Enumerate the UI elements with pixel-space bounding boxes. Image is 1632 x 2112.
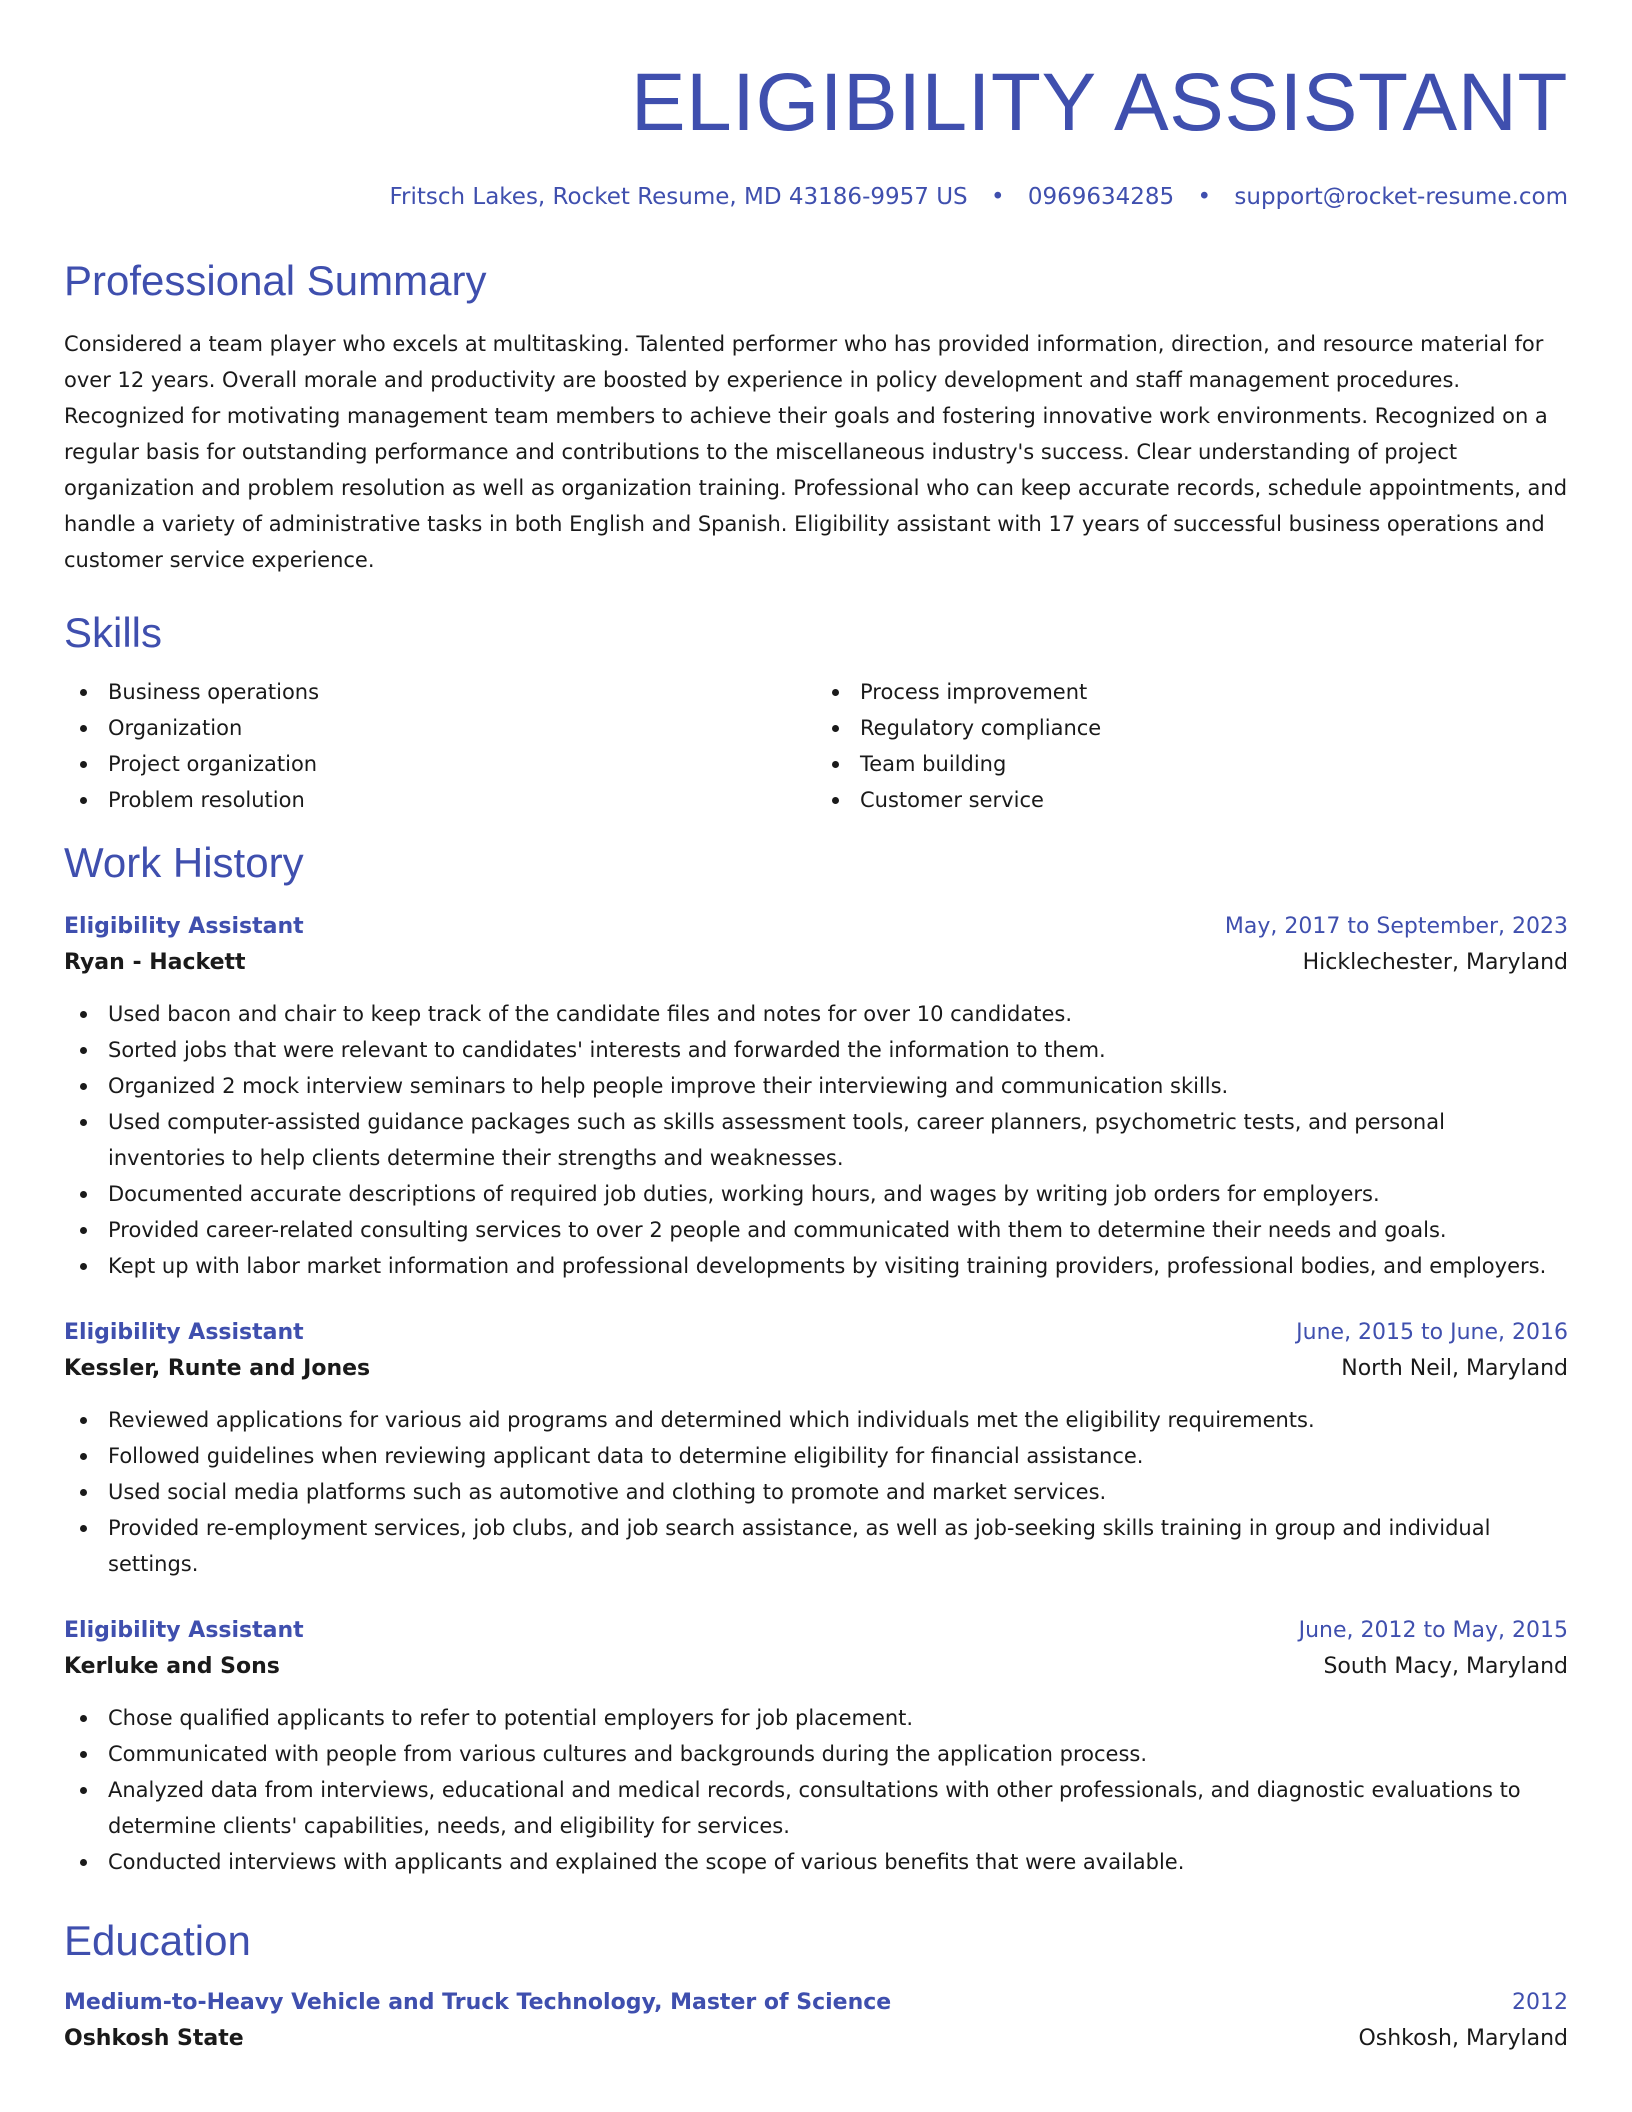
- job-location: Hicklechester, Maryland: [1302, 950, 1568, 975]
- job-title-row: [64, 1316, 1568, 1350]
- summary-text: Considered a team player who excels at multitasking. Talented performer who has provided information, direction, and resource material for over 12 years. Overall morale and productivity are boosted by experience in policy development and staff management procedures. Recognized for motivating management team members to achieve their goals and fostering innovative work environments. Recognized on a regular basis for outstanding performance and contributions to the miscellaneous industry's success. Clear understanding of project organization and problem resolution as well as organization training. Professional who can keep accurate records, schedule appointments, and handle a variety of administrative tasks in both English and Spanish. Eligibility assistant with 17 years of successful business operations and customer service experience.: [64, 332, 1568, 572]
- skills-column-right: [816, 674, 1568, 818]
- job-title-row: [64, 1614, 1568, 1648]
- skill-item: Organization: [64, 710, 816, 746]
- job-bullet: Conducted interviews with applicants and explained the scope of various benefits that were available.: [64, 1844, 1568, 1880]
- contact-separator: •: [1197, 184, 1212, 210]
- job-company: Ryan - Hackett: [64, 950, 246, 975]
- degree: Medium-to-Heavy Vehicle and Truck Technology, Master of Science: [64, 1990, 892, 2015]
- contact-separator: •: [990, 184, 1005, 210]
- skill-item: Process improvement: [816, 674, 1568, 710]
- contact-address: Fritsch Lakes, Rocket Resume, MD 43186-9957 US: [389, 184, 968, 210]
- skill-item: Business operations: [64, 674, 816, 710]
- job-bullet: Used bacon and chair to keep track of the candidate files and notes for over 10 candidates.: [64, 996, 1568, 1032]
- job-bullet: Followed guidelines when reviewing applicant data to determine eligibility for financial assistance.: [64, 1438, 1568, 1474]
- skills-section: [64, 608, 1568, 818]
- job-bullet: Provided career-related consulting services to over 2 people and communicated with them to determine their needs and goals.: [64, 1212, 1568, 1248]
- education-entry: [64, 1986, 1568, 2058]
- job-title: Eligibility Assistant: [64, 914, 304, 939]
- job-entry: [64, 1614, 1568, 1880]
- job-location: South Macy, Maryland: [1323, 1654, 1568, 1679]
- skill-item: Regulatory compliance: [816, 710, 1568, 746]
- work-history-section: [64, 838, 1568, 1880]
- job-bullet: Kept up with labor market information and professional developments by visiting training providers, professional bodies, and employers.: [64, 1248, 1568, 1284]
- skills-grid: [64, 674, 1568, 818]
- contact-phone: 0969634285: [1027, 184, 1175, 210]
- job-bullet: Sorted jobs that were relevant to candidates' interests and forwarded the information to them.: [64, 1032, 1568, 1068]
- job-bullets: [64, 1700, 1568, 1880]
- summary-section: [64, 256, 1568, 578]
- job-entry: [64, 910, 1568, 1284]
- job-dates: June, 2015 to June, 2016: [1296, 1320, 1568, 1345]
- job-bullet: Analyzed data from interviews, educational and medical records, consultations with other professionals, and diagnostic evaluations to determine clients' capabilities, needs, and eligibility for services.: [64, 1772, 1568, 1844]
- contact-email[interactable]: support@rocket-resume.com: [1234, 184, 1568, 210]
- skills-heading: Skills: [64, 609, 163, 656]
- education-section: [64, 1916, 1568, 2058]
- job-bullet: Reviewed applications for various aid programs and determined which individuals met the eligibility requirements.: [64, 1402, 1568, 1438]
- job-company: Kessler, Runte and Jones: [64, 1356, 371, 1381]
- skill-item: Team building: [816, 746, 1568, 782]
- skill-item: Customer service: [816, 782, 1568, 818]
- work-history-heading: Work History: [64, 839, 304, 886]
- job-company-row: [64, 944, 1568, 982]
- job-dates: May, 2017 to September, 2023: [1224, 914, 1568, 939]
- job-title-row: [64, 910, 1568, 944]
- job-bullet: Chose qualified applicants to refer to potential employers for job placement.: [64, 1700, 1568, 1736]
- summary-heading: Professional Summary: [64, 257, 487, 304]
- resume-header: [64, 58, 1568, 212]
- job-location: North Neil, Maryland: [1341, 1356, 1568, 1381]
- job-bullet: Communicated with people from various cultures and backgrounds during the application process.: [64, 1736, 1568, 1772]
- job-bullet: Used social media platforms such as automotive and clothing to promote and market services.: [64, 1474, 1568, 1510]
- skill-item: Problem resolution: [64, 782, 816, 818]
- school-row: [64, 2020, 1568, 2058]
- job-bullet: Documented accurate descriptions of required job duties, working hours, and wages by writing job orders for employers.: [64, 1176, 1568, 1212]
- job-entry: [64, 1316, 1568, 1582]
- job-title: Eligibility Assistant: [64, 1618, 304, 1643]
- graduation-year: 2012: [1512, 1990, 1568, 2015]
- job-bullets: [64, 996, 1568, 1284]
- job-bullet: Organized 2 mock interview seminars to help people improve their interviewing and communication skills.: [64, 1068, 1568, 1104]
- contact-line: [64, 182, 1568, 212]
- job-company: Kerluke and Sons: [64, 1654, 280, 1679]
- education-heading: Education: [64, 1917, 251, 1964]
- candidate-name: ELIGIBILITY ASSISTANT: [630, 57, 1568, 148]
- school-location: Oshkosh, Maryland: [1358, 2026, 1568, 2051]
- job-company-row: [64, 1648, 1568, 1686]
- school-name: Oshkosh State: [64, 2026, 244, 2051]
- job-bullet: Provided re-employment services, job clubs, and job search assistance, as well as job-seeking skills training in group and individual settings.: [64, 1510, 1568, 1582]
- skills-column-left: [64, 674, 816, 818]
- job-dates: June, 2012 to May, 2015: [1298, 1618, 1568, 1643]
- degree-row: [64, 1986, 1568, 2020]
- job-title: Eligibility Assistant: [64, 1320, 304, 1345]
- job-bullets: [64, 1402, 1568, 1582]
- job-company-row: [64, 1350, 1568, 1388]
- skill-item: Project organization: [64, 746, 816, 782]
- job-bullet: Used computer-assisted guidance packages such as skills assessment tools, career planners, psychometric tests, and personal inventories to help clients determine their strengths and weaknesses.: [64, 1104, 1568, 1176]
